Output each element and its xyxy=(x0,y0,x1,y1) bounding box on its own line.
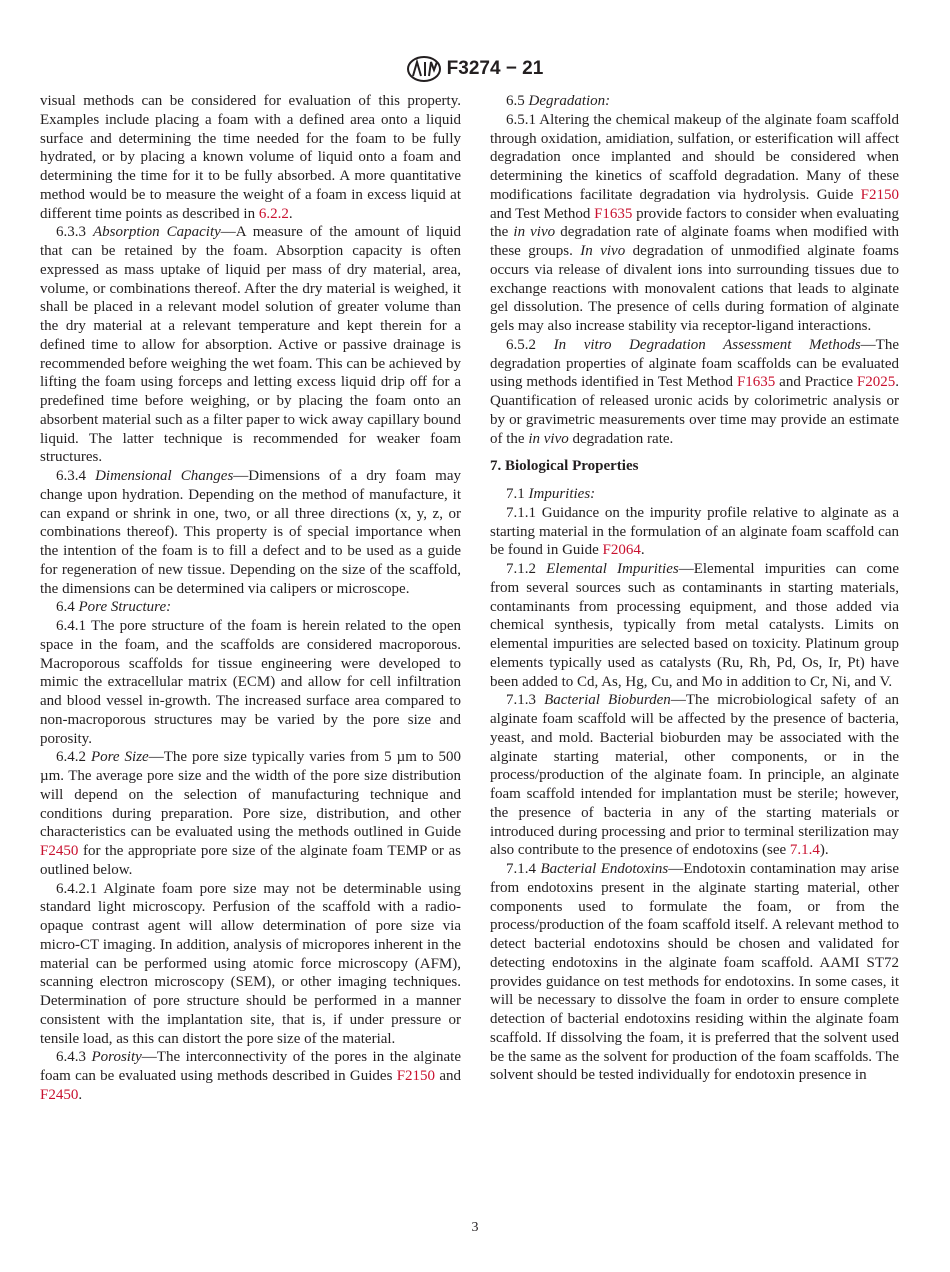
italic-term: Degradation: xyxy=(528,93,611,109)
italic-term: Dimensional Changes xyxy=(95,468,234,484)
text-run: and Practice xyxy=(775,374,857,391)
page-number: 3 xyxy=(471,1220,479,1235)
italic-term: in vivo xyxy=(513,224,556,241)
standard-designation: F3274 − 21 xyxy=(446,58,544,80)
text-run: 6.3.4 xyxy=(56,468,96,484)
reference-link[interactable]: 7.1.4 xyxy=(789,842,820,859)
text-run: 6.5.2 xyxy=(506,336,554,353)
text-run: provide factors to consider when evaluating the xyxy=(490,205,900,241)
right-column xyxy=(490,92,899,1085)
italic-term: Absorption Capacity xyxy=(92,224,221,241)
text-run: 6.4 xyxy=(56,599,79,616)
text-run: —The interconnectivity of the pores in the alginate foam can be evaluated using methods described in Guides xyxy=(40,1049,461,1084)
paragraph xyxy=(40,467,461,598)
text-run: 7.1.3 xyxy=(506,692,545,709)
reference-link[interactable]: F2450 xyxy=(40,843,79,859)
reference-link[interactable]: F2150 xyxy=(860,186,899,203)
left-column xyxy=(40,92,461,1105)
text-run: 6.4.1 The pore structure of the foam is herein related to the open space in the foam, and the scaffolds are considered macroporous. Macroporous scaffolds for tissue engineering were developed to mimic the extracellular matrix (ECM) and allow for cell infiltration and blood vessel in-growth. The increased surface area compared to non-macroporous structures may be varied by the pore size and porosity. xyxy=(40,618,461,747)
text-run: 6.5.1 Altering the chemical makeup of the alginate foam scaffold through oxidation, amidiation, sulfation, or esterification will affect degradation once implanted and should be considered when determining the kinetics of scaffold degradation. Many of these modifications facilitate degradation via hydrolysis. Guide xyxy=(490,111,899,203)
paragraph xyxy=(490,111,899,336)
paragraph xyxy=(40,92,461,223)
paragraph xyxy=(40,617,461,748)
paragraph xyxy=(490,560,899,691)
text-run: —Elemental impurities can come from several sources such as contaminants in starting materials, contaminants from processing equipment, and those added via chemical synthesis, typically from metal catalysts. Limits on elemental impurities are selected based on toxicity. Platinum group elements typically used as catalysts (Ru, Rh, Pd, Os, Ir, Pt) have been added to Cd, As, Hg, Cu, and Mo in addition to Cr, Ni, and V. xyxy=(490,561,899,690)
text-run: 7.1.2 xyxy=(506,561,547,577)
paragraph xyxy=(490,485,899,504)
astm-logo-icon xyxy=(407,56,441,82)
page-header xyxy=(0,56,950,82)
paragraph xyxy=(490,860,899,1085)
reference-link[interactable]: F2150 xyxy=(396,1068,436,1084)
text-run: visual methods can be considered for evaluation of this property. Examples include placing a foam with a defined area onto a liquid surface and determining the time needed for the foam to be fully hydrated, or by placing a known volume of liquid onto a foam and determining the time for it to be fully absorbed. A more quantitative method would be to measure the weight of a foam in excess liquid at different time points as described in xyxy=(40,93,461,222)
italic-term: In vitro Degradation Assessment Methods xyxy=(553,336,861,353)
text-run: and Test Method xyxy=(490,205,595,222)
paragraph xyxy=(40,880,461,1049)
italic-term: in vivo xyxy=(528,430,569,447)
text-run: ). xyxy=(819,842,829,859)
paragraph xyxy=(490,336,899,449)
italic-term: Porosity xyxy=(91,1049,142,1066)
text-run: degradation rate of alginate foams when modified with these groups. xyxy=(490,224,899,259)
text-run: . xyxy=(78,1086,83,1103)
text-run: 6.4.2 xyxy=(56,749,91,766)
text-run: 7.1.4 xyxy=(506,861,541,877)
paragraph xyxy=(40,598,461,617)
reference-link[interactable]: F2064 xyxy=(602,542,641,559)
italic-term: In vivo xyxy=(580,243,626,259)
reference-link[interactable]: F1635 xyxy=(594,205,633,222)
italic-term: Pore Structure: xyxy=(78,599,172,616)
text-run: 6.4.3 xyxy=(56,1049,92,1066)
italic-term: Pore Size xyxy=(90,749,149,766)
italic-term: Bacterial Bioburden xyxy=(544,692,671,709)
italic-term: Bacterial Endotoxins xyxy=(540,861,669,877)
text-run: 7.1 xyxy=(506,486,529,502)
text-run: —Dimensions of a dry foam may change upon hydration. Depending on the method of manufacture, it can expand or shrink in one, two, or all three directions (x, y, z, or combinations thereof). This property is of special importance when the intention of the foam is to fill a defect and to be used as a guide for regeneration of new tissue. Depending on the size of the scaffold, the dimensions can be determined via calipers or microscope. xyxy=(40,468,461,597)
text-run: 7.1.1 Guidance on the impurity profile relative to alginate as a starting material in the formulation of an alginate foam scaffold can be found in Guide xyxy=(490,504,899,559)
italic-term: Elemental Impurities xyxy=(546,561,679,577)
text-run: degradation of unmodified alginate foams occurs via release of divalent ions into surrounding tissues due to exchange reactions with monovalent cations that leads to alginate gel dissolution. The presence of cells during formation of alginate gels may also increase stability via receptor-ligand interactions. xyxy=(490,243,900,334)
reference-link[interactable]: F2450 xyxy=(40,1086,79,1103)
text-run: and xyxy=(435,1068,461,1084)
paragraph xyxy=(490,504,899,560)
text-run: . Quantification of released uronic acids by colorimetric analysis or by or gravimetric measurements over time may provide an estimate of the xyxy=(490,374,899,447)
paragraph xyxy=(490,92,899,111)
text-run: —The pore size typically varies from 5 µm to 500 µm. The average pore size and the width of the pore size distribution will depend on the selection of manufacturing technique and conditions during preparation. Pore size, distribution, and other characteristics can be evaluated using the methods outlined in Guide xyxy=(40,749,462,841)
text-run: —The degradation properties of alginate foam scaffolds can be evaluated using methods identified in Test Method xyxy=(490,336,899,391)
paragraph xyxy=(490,691,899,860)
italic-term: Impurities: xyxy=(528,486,596,502)
reference-link[interactable]: 6.2.2 xyxy=(258,205,289,222)
text-run: —Endotoxin contamination may arise from endotoxins present in the alginate starting material, other components used to formulate the foam, or from the process/production of the foam scaffold itself. A relevant method to detect bacterial endotoxins should be chosen and validated for detecting endotoxins in the alginate foam scaffold. AAMI ST72 provides guidance on test methods for endotoxins. In some cases, it will be necessary to dissolve the foam in order to ensure complete detection of bacterial endotoxins residing within the alginate foam scaffold. If dissolving the foam, it is preferred that the solvent used be the same as the solvent for production of the foam scaffolds. The solvent should be tested individually for endotoxin presence in xyxy=(490,861,900,1084)
section-heading xyxy=(490,457,899,476)
reference-link[interactable]: F2025 xyxy=(856,374,896,391)
paragraph xyxy=(40,1048,461,1104)
reference-link[interactable]: F1635 xyxy=(736,374,776,391)
text-run: . xyxy=(288,205,293,222)
text-run: 6.3.3 xyxy=(56,224,93,241)
text-run: degradation rate. xyxy=(568,430,674,447)
text-run: 7. Biological Properties xyxy=(490,458,639,475)
text-run: 6.4.2.1 Alginate foam pore size may not be determinable using standard light microscopy. Perfusion of the scaffold with a radio-opaque contrast agent will allow determination of pore size via micro-CT imaging. In addition, analysis of micropores inherent in the material can be performed using atomic force microscopy (AFM), scanning electron microscopy (SEM), or other imaging techniques. Determination of pore structure should be performed in a manner consistent with the implantation site, that is, if under pressure or tensile load, as this can distort the pore size of the material. xyxy=(40,880,461,1047)
paragraph xyxy=(40,748,461,879)
text-run: . xyxy=(640,542,645,559)
text-run: —The microbiological safety of an alginate foam scaffold will be affected by the presence of bacteria, yeast, and mold. Bacterial bioburden may be associated with the alginate starting material, other components, or in the process/production of the alginate foam. In principle, an alginate foam scaffold intended for implantation must be sterile; however, the presence of bacteria in any of the starting materials or introduced during processing and prior to terminal sterilization may also contribute to the presence of endotoxins (see xyxy=(490,692,900,859)
text-run: 6.5 xyxy=(506,93,529,109)
text-run: —A measure of the amount of liquid that can be retained by the foam. Absorption capacity is often expressed as mass uptake of liquid per mass of dry material, area, volume, or combinations thereof. After the dry material is weighed, it shall be placed in a relevant model solution of greater volume than the dry material at a relevant temperature and kept therein for a defined time to allow for absorption. Active or passive drainage is recommended before weighing the wet foam. This can be achieved by lifting the foam using forceps and letting excess liquid drip off for a predefined time before weighing, or by placing the foam onto an absorbent material such as a filter paper to wick away capillary bound liquid. The latter technique is recommended for weaker foam structures. xyxy=(40,224,461,466)
paragraph xyxy=(40,223,461,467)
text-run: for the appropriate pore size of the alginate foam TEMP or as outlined below. xyxy=(40,843,461,878)
